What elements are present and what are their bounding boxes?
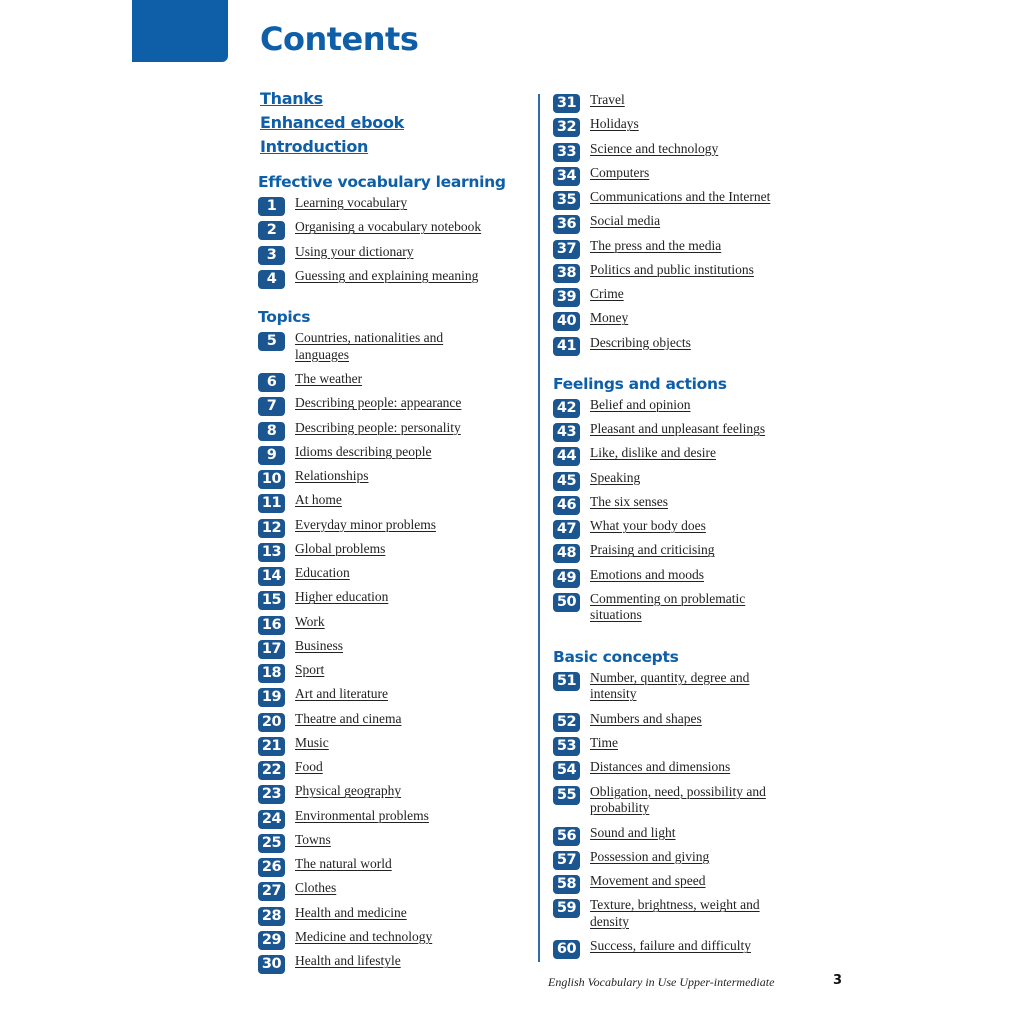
unit-entry[interactable] [553, 825, 813, 849]
unit-entry[interactable] [553, 141, 813, 165]
unit-title-link[interactable]: Music [295, 734, 329, 750]
unit-entry[interactable] [553, 542, 813, 566]
unit-title-link[interactable]: Food [295, 759, 323, 774]
unit-entry[interactable] [258, 195, 508, 219]
unit-title-link[interactable]: Travel [590, 92, 625, 107]
unit-entry[interactable] [258, 856, 508, 880]
unit-number-badge: 55 [553, 786, 580, 805]
unit-entry[interactable] [553, 897, 813, 938]
unit-number-badge: 49 [553, 569, 580, 588]
unit-number-badge: 36 [553, 215, 580, 234]
unit-number-badge: 14 [258, 567, 285, 586]
front-matter-links [260, 89, 404, 161]
unit-title-link[interactable]: Towns [295, 831, 331, 847]
unit-list-basic-concepts [553, 670, 813, 963]
unit-title-link[interactable]: Work [295, 613, 325, 629]
unit-number-badge: 44 [553, 447, 580, 466]
unit-title-link[interactable]: Numbers and shapes [590, 710, 702, 726]
unit-entry[interactable] [553, 938, 813, 962]
unit-number-badge: 58 [553, 875, 580, 894]
page-number: 3 [833, 973, 843, 988]
unit-number-badge: 57 [553, 851, 580, 870]
unit-entry[interactable] [258, 808, 508, 832]
unit-title-link[interactable]: Commenting on problematic situations [590, 590, 746, 623]
unit-number-badge: 47 [553, 520, 580, 539]
unit-title-link[interactable]: Money [590, 310, 629, 326]
unit-number-badge: 2 [258, 221, 285, 240]
unit-title-link[interactable]: Clothes [295, 880, 337, 896]
unit-number-badge: 15 [258, 591, 285, 610]
unit-title-link[interactable]: At home [295, 492, 342, 508]
unit-number-badge: 30 [258, 955, 285, 974]
unit-title-link[interactable]: Describing people: appearance [295, 395, 462, 411]
unit-title-link[interactable]: Business [295, 637, 344, 653]
link-thanks[interactable]: Thanks [260, 89, 323, 108]
unit-number-badge: 42 [553, 399, 580, 418]
unit-title-link[interactable]: Health and lifestyle [295, 953, 401, 968]
unit-number-badge: 3 [258, 246, 285, 265]
unit-title-link[interactable]: Higher education [295, 589, 389, 605]
section-heading-topics: Topics [258, 308, 311, 326]
unit-number-badge: 5 [258, 332, 285, 351]
unit-title-link[interactable]: The weather [295, 371, 363, 386]
unit-number-badge: 39 [553, 288, 580, 307]
unit-entry[interactable] [258, 371, 508, 395]
unit-title-link[interactable]: Science and technology [590, 140, 719, 156]
unit-number-badge: 9 [258, 446, 285, 465]
unit-number-badge: 38 [553, 264, 580, 283]
unit-title-link[interactable]: Using your dictionary [295, 243, 414, 259]
unit-number-badge: 12 [258, 519, 285, 538]
unit-entry[interactable] [258, 444, 508, 468]
unit-entry[interactable] [553, 759, 813, 783]
unit-entry[interactable] [258, 492, 508, 516]
unit-number-badge: 23 [258, 785, 285, 804]
link-introduction[interactable]: Introduction [260, 137, 369, 156]
unit-number-badge: 59 [553, 899, 580, 918]
contents-right-column [553, 92, 813, 963]
unit-entry[interactable] [258, 589, 508, 613]
unit-number-badge: 18 [258, 664, 285, 683]
unit-title-link[interactable]: Pleasant and unpleasant feelings [590, 421, 766, 436]
unit-title-link[interactable]: Guessing and explaining meaning [295, 267, 479, 283]
unit-title-link[interactable]: The natural world [295, 856, 392, 871]
unit-number-badge: 25 [258, 834, 285, 853]
unit-title-link[interactable]: Obligation, need, possibility and probability [590, 783, 766, 815]
unit-entry[interactable] [258, 268, 508, 292]
unit-title-link[interactable]: Medicine and technology [295, 928, 433, 944]
unit-number-badge: 46 [553, 496, 580, 515]
unit-number-badge: 26 [258, 858, 285, 877]
unit-title-link[interactable]: Success, failure and difficulty [590, 938, 751, 954]
unit-number-badge: 37 [553, 240, 580, 259]
unit-entry[interactable] [553, 711, 813, 735]
unit-entry[interactable] [258, 244, 508, 268]
unit-entry[interactable] [258, 219, 508, 243]
unit-title-link[interactable]: Holidays [590, 116, 639, 132]
unit-list-topics [258, 330, 508, 977]
unit-number-badge: 13 [258, 543, 285, 562]
unit-number-badge: 21 [258, 737, 285, 756]
header-color-tab [132, 0, 228, 62]
unit-list-effective-vocabulary-learning [258, 195, 508, 292]
unit-entry[interactable] [553, 784, 813, 825]
unit-entry[interactable] [258, 953, 508, 977]
unit-title-link[interactable]: Art and literature [295, 686, 388, 702]
unit-title-link[interactable]: Emotions and moods [590, 566, 704, 582]
unit-entry[interactable] [258, 735, 508, 759]
unit-entry[interactable] [258, 565, 508, 589]
unit-entry[interactable] [258, 420, 508, 444]
unit-number-badge: 27 [258, 882, 285, 901]
column-divider [538, 94, 540, 962]
unit-entry[interactable] [258, 395, 508, 419]
unit-entry[interactable] [553, 445, 813, 469]
unit-number-badge: 48 [553, 544, 580, 563]
unit-entry[interactable] [258, 330, 508, 371]
unit-entry[interactable] [553, 262, 813, 286]
unit-title-link[interactable]: The six senses [590, 493, 668, 509]
unit-number-badge: 8 [258, 422, 285, 441]
unit-number-badge: 1 [258, 197, 285, 216]
unit-number-badge: 60 [553, 940, 580, 959]
unit-entry[interactable] [258, 905, 508, 929]
unit-title-link[interactable]: Possession and giving [590, 848, 710, 864]
unit-number-badge: 10 [258, 470, 285, 489]
unit-title-link[interactable]: The press and the media [590, 237, 722, 253]
unit-number-badge: 56 [553, 827, 580, 846]
unit-title-link[interactable]: Countries, nationalities and languages [295, 330, 444, 362]
unit-title-link[interactable]: Everyday minor problems [295, 516, 436, 532]
unit-title-link[interactable]: Distances and dimensions [590, 759, 731, 775]
unit-entry[interactable] [553, 189, 813, 213]
unit-title-link[interactable]: Praising and criticising [590, 542, 715, 558]
unit-title-link[interactable]: Time [590, 735, 619, 750]
unit-title-link[interactable]: Learning vocabulary [295, 195, 408, 210]
unit-entry[interactable] [553, 116, 813, 140]
unit-number-badge: 11 [258, 494, 285, 513]
unit-entry[interactable] [553, 591, 813, 632]
unit-entry[interactable] [553, 421, 813, 445]
unit-number-badge: 54 [553, 761, 580, 780]
unit-number-badge: 34 [553, 167, 580, 186]
unit-title-link[interactable]: Sport [295, 662, 325, 677]
unit-number-badge: 45 [553, 472, 580, 491]
unit-number-badge: 40 [553, 312, 580, 331]
unit-number-badge: 43 [553, 423, 580, 442]
unit-title-link[interactable]: Computers [590, 164, 650, 180]
unit-title-link[interactable]: Global problems [295, 540, 386, 556]
unit-entry[interactable] [258, 880, 508, 904]
unit-entry[interactable] [258, 832, 508, 856]
unit-number-badge: 19 [258, 688, 285, 707]
unit-entry[interactable] [258, 662, 508, 686]
unit-number-badge: 51 [553, 672, 580, 691]
unit-entry[interactable] [258, 468, 508, 492]
unit-entry[interactable] [258, 929, 508, 953]
unit-number-badge: 17 [258, 640, 285, 659]
unit-number-badge: 33 [553, 143, 580, 162]
unit-title-link[interactable]: Communications and the Internet [590, 189, 771, 204]
unit-entry[interactable] [553, 238, 813, 262]
unit-number-badge: 35 [553, 191, 580, 210]
unit-title-link[interactable]: Relationships [295, 468, 369, 483]
unit-number-badge: 31 [553, 94, 580, 113]
unit-number-badge: 16 [258, 616, 285, 635]
unit-entry[interactable] [553, 165, 813, 189]
unit-title-link[interactable]: Organising a vocabulary notebook [295, 219, 482, 235]
unit-list-feelings-and-actions [553, 397, 813, 632]
unit-title-link[interactable]: Idioms describing people [295, 443, 432, 459]
unit-title-link[interactable]: Education [295, 565, 350, 580]
unit-entry[interactable] [553, 567, 813, 591]
unit-entry[interactable] [258, 517, 508, 541]
unit-number-badge: 53 [553, 737, 580, 756]
unit-entry[interactable] [553, 849, 813, 873]
unit-title-link[interactable]: Politics and public institutions [590, 261, 754, 277]
contents-left-column [258, 171, 508, 977]
unit-number-badge: 6 [258, 373, 285, 392]
unit-entry[interactable] [258, 614, 508, 638]
unit-title-link[interactable]: Social media [590, 213, 661, 229]
section-heading-effective-vocabulary-learning: Effective vocabulary learning [258, 173, 506, 191]
unit-title-link[interactable]: Like, dislike and desire [590, 445, 716, 461]
unit-title-link[interactable]: Describing people: personality [295, 419, 461, 435]
unit-entry[interactable] [553, 470, 813, 494]
unit-entry[interactable] [553, 310, 813, 334]
unit-entry[interactable] [553, 397, 813, 421]
unit-title-link[interactable]: Describing objects [590, 334, 691, 350]
unit-number-badge: 32 [553, 118, 580, 137]
link-enhanced-ebook[interactable]: Enhanced ebook [260, 113, 404, 132]
unit-number-badge: 22 [258, 761, 285, 780]
unit-entry[interactable] [553, 873, 813, 897]
unit-title-link[interactable]: Sound and light [590, 824, 676, 840]
unit-title-link[interactable]: Movement and speed [590, 873, 706, 888]
unit-number-badge: 52 [553, 713, 580, 732]
unit-title-link[interactable]: Environmental problems [295, 807, 429, 823]
unit-list-topics-continued [553, 92, 813, 359]
unit-entry[interactable] [553, 494, 813, 518]
unit-entry[interactable] [258, 638, 508, 662]
unit-entry[interactable] [553, 670, 813, 711]
unit-entry[interactable] [553, 213, 813, 237]
unit-title-link[interactable]: Theatre and cinema [295, 710, 402, 726]
unit-entry[interactable] [553, 335, 813, 359]
unit-title-link[interactable]: Crime [590, 286, 624, 301]
section-heading-feelings-and-actions: Feelings and actions [553, 374, 727, 393]
unit-entry[interactable] [258, 711, 508, 735]
unit-entry[interactable] [258, 686, 508, 710]
unit-number-badge: 50 [553, 593, 580, 612]
unit-title-link[interactable]: Belief and opinion [590, 396, 691, 412]
unit-title-link[interactable]: Texture, brightness, weight and density [590, 897, 760, 929]
unit-number-badge: 28 [258, 907, 285, 926]
unit-number-badge: 4 [258, 270, 285, 289]
unit-number-badge: 29 [258, 931, 285, 950]
unit-title-link[interactable]: Speaking [590, 469, 641, 485]
unit-title-link[interactable]: What your body does [590, 518, 706, 533]
unit-entry[interactable] [553, 92, 813, 116]
unit-title-link[interactable]: Physical geography [295, 783, 402, 799]
unit-entry[interactable] [553, 286, 813, 310]
unit-number-badge: 20 [258, 713, 285, 732]
unit-number-badge: 41 [553, 337, 580, 356]
unit-entry[interactable] [553, 518, 813, 542]
unit-entry[interactable] [258, 541, 508, 565]
section-heading-basic-concepts: Basic concepts [553, 647, 679, 666]
page-title: Contents [260, 20, 419, 58]
unit-entry[interactable] [553, 735, 813, 759]
unit-number-badge: 7 [258, 397, 285, 416]
footer-book-title: English Vocabulary in Use Upper-intermediate [548, 975, 775, 989]
unit-title-link[interactable]: Health and medicine [295, 904, 407, 920]
unit-entry[interactable] [258, 783, 508, 807]
unit-number-badge: 24 [258, 810, 285, 829]
unit-title-link[interactable]: Number, quantity, degree and intensity [590, 669, 750, 702]
unit-entry[interactable] [258, 759, 508, 783]
